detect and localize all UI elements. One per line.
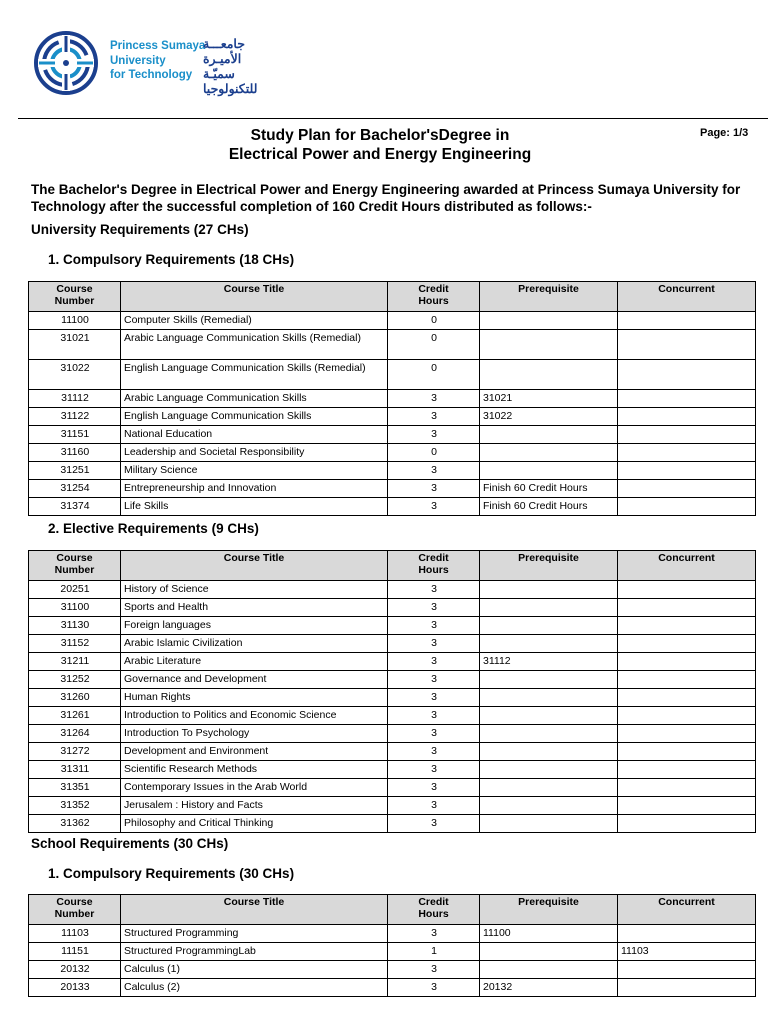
credit-hours-cell: 3 xyxy=(388,689,480,707)
course-title-cell: Structured Programming xyxy=(121,925,388,943)
credit-hours-cell: 3 xyxy=(388,779,480,797)
page-number: Page: 1/3 xyxy=(700,127,749,139)
course-number-cell: 31311 xyxy=(29,761,121,779)
credit-hours-cell: 3 xyxy=(388,743,480,761)
table-row xyxy=(29,943,756,961)
credit-hours-cell: 3 xyxy=(388,599,480,617)
course-title-cell: Military Science xyxy=(121,462,388,480)
credit-hours-cell: 3 xyxy=(388,635,480,653)
col-credit-hours: Credit Hours xyxy=(388,282,480,312)
course-number-cell: 31122 xyxy=(29,408,121,426)
prerequisite-cell xyxy=(480,943,618,961)
course-number-cell: 31100 xyxy=(29,599,121,617)
concurrent-cell xyxy=(618,743,756,761)
concurrent-cell xyxy=(618,312,756,330)
course-title-cell: Introduction To Psychology xyxy=(121,725,388,743)
concurrent-cell xyxy=(618,480,756,498)
course-number-cell: 31264 xyxy=(29,725,121,743)
course-title-cell: Development and Environment xyxy=(121,743,388,761)
table-row xyxy=(29,815,756,833)
course-number-cell: 31160 xyxy=(29,444,121,462)
logo-text-arabic: جامعـــة الأميـرة سميّـة للتكنولوجيا xyxy=(203,37,258,96)
prerequisite-cell: 11100 xyxy=(480,925,618,943)
concurrent-cell xyxy=(618,360,756,390)
col-prerequisite: Prerequisite xyxy=(480,895,618,925)
concurrent-cell xyxy=(618,617,756,635)
table-row xyxy=(29,725,756,743)
credit-hours-cell: 3 xyxy=(388,390,480,408)
table-row xyxy=(29,617,756,635)
concurrent-cell xyxy=(618,761,756,779)
prerequisite-cell xyxy=(480,581,618,599)
prerequisite-cell: 31021 xyxy=(480,390,618,408)
document-title: Study Plan for Bachelor'sDegree in Electrical Power and Energy Engineering xyxy=(228,127,532,163)
course-title-cell: Leadership and Societal Responsibility xyxy=(121,444,388,462)
prerequisite-cell xyxy=(480,725,618,743)
course-title-cell: Computer Skills (Remedial) xyxy=(121,312,388,330)
concurrent-cell xyxy=(618,689,756,707)
table-row xyxy=(29,498,756,516)
prerequisite-cell xyxy=(480,599,618,617)
concurrent-cell xyxy=(618,707,756,725)
credit-hours-cell: 3 xyxy=(388,707,480,725)
table-uni-elective xyxy=(28,550,756,833)
prerequisite-cell: 20132 xyxy=(480,979,618,997)
heading-school-compulsory: 1. Compulsory Requirements (30 CHs) xyxy=(48,866,295,881)
table-row xyxy=(29,925,756,943)
prerequisite-cell xyxy=(480,671,618,689)
col-course-title: Course Title xyxy=(121,895,388,925)
course-title-cell: Arabic Language Communication Skills (Remedial) xyxy=(121,330,388,360)
prerequisite-cell xyxy=(480,961,618,979)
table-row xyxy=(29,462,756,480)
prerequisite-cell xyxy=(480,312,618,330)
course-title-cell: National Education xyxy=(121,426,388,444)
table-row xyxy=(29,480,756,498)
table-row xyxy=(29,979,756,997)
col-concurrent: Concurrent xyxy=(618,895,756,925)
course-title-cell: Contemporary Issues in the Arab World xyxy=(121,779,388,797)
col-course-number: Course Number xyxy=(29,895,121,925)
table-row xyxy=(29,360,756,390)
concurrent-cell xyxy=(618,330,756,360)
logo-text-english: Princess Sumaya University for Technology xyxy=(110,40,206,81)
credit-hours-cell: 3 xyxy=(388,979,480,997)
table-row xyxy=(29,671,756,689)
concurrent-cell xyxy=(618,653,756,671)
credit-hours-cell: 3 xyxy=(388,462,480,480)
course-number-cell: 31261 xyxy=(29,707,121,725)
concurrent-cell xyxy=(618,599,756,617)
course-number-cell: 31260 xyxy=(29,689,121,707)
credit-hours-cell: 3 xyxy=(388,815,480,833)
heading-university-requirements: University Requirements (27 CHs) xyxy=(31,222,249,237)
credit-hours-cell: 3 xyxy=(388,498,480,516)
col-course-number: Course Number xyxy=(29,551,121,581)
prerequisite-cell xyxy=(480,426,618,444)
credit-hours-cell: 3 xyxy=(388,653,480,671)
col-prerequisite: Prerequisite xyxy=(480,551,618,581)
credit-hours-cell: 0 xyxy=(388,312,480,330)
concurrent-cell xyxy=(618,462,756,480)
prerequisite-cell xyxy=(480,743,618,761)
prerequisite-cell: Finish 60 Credit Hours xyxy=(480,480,618,498)
course-title-cell: Entrepreneurship and Innovation xyxy=(121,480,388,498)
table-row xyxy=(29,408,756,426)
table-row xyxy=(29,444,756,462)
course-title-cell: Sports and Health xyxy=(121,599,388,617)
concurrent-cell xyxy=(618,426,756,444)
university-logo xyxy=(33,28,273,98)
concurrent-cell xyxy=(618,390,756,408)
course-number-cell: 11100 xyxy=(29,312,121,330)
credit-hours-cell: 3 xyxy=(388,725,480,743)
table-row xyxy=(29,961,756,979)
prerequisite-cell xyxy=(480,815,618,833)
col-concurrent: Concurrent xyxy=(618,282,756,312)
heading-uni-compulsory: 1. Compulsory Requirements (18 CHs) xyxy=(48,252,295,267)
prerequisite-cell xyxy=(480,617,618,635)
course-number-cell: 31112 xyxy=(29,390,121,408)
table-row xyxy=(29,689,756,707)
table-row xyxy=(29,653,756,671)
heading-school-requirements: School Requirements (30 CHs) xyxy=(31,836,229,851)
credit-hours-cell: 3 xyxy=(388,617,480,635)
concurrent-cell xyxy=(618,635,756,653)
credit-hours-cell: 3 xyxy=(388,581,480,599)
table-row xyxy=(29,581,756,599)
course-number-cell: 31152 xyxy=(29,635,121,653)
credit-hours-cell: 0 xyxy=(388,444,480,462)
course-number-cell: 31352 xyxy=(29,797,121,815)
prerequisite-cell: 31022 xyxy=(480,408,618,426)
prerequisite-cell xyxy=(480,330,618,360)
col-credit-hours: Credit Hours xyxy=(388,551,480,581)
course-number-cell: 31211 xyxy=(29,653,121,671)
course-title-cell: Jerusalem : History and Facts xyxy=(121,797,388,815)
course-number-cell: 31022 xyxy=(29,360,121,390)
table-school-compulsory xyxy=(28,894,756,997)
col-prerequisite: Prerequisite xyxy=(480,282,618,312)
course-number-cell: 31254 xyxy=(29,480,121,498)
table-row xyxy=(29,426,756,444)
credit-hours-cell: 0 xyxy=(388,360,480,390)
concurrent-cell xyxy=(618,961,756,979)
course-title-cell: Arabic Literature xyxy=(121,653,388,671)
course-number-cell: 31362 xyxy=(29,815,121,833)
table-row xyxy=(29,743,756,761)
col-course-number: Course Number xyxy=(29,282,121,312)
concurrent-cell xyxy=(618,671,756,689)
course-title-cell: English Language Communication Skills xyxy=(121,408,388,426)
course-title-cell: History of Science xyxy=(121,581,388,599)
concurrent-cell xyxy=(618,925,756,943)
prerequisite-cell xyxy=(480,761,618,779)
credit-hours-cell: 0 xyxy=(388,330,480,360)
course-title-cell: Arabic Islamic Civilization xyxy=(121,635,388,653)
credit-hours-cell: 3 xyxy=(388,797,480,815)
prerequisite-cell xyxy=(480,779,618,797)
concurrent-cell: 11103 xyxy=(618,943,756,961)
course-number-cell: 20132 xyxy=(29,961,121,979)
course-title-cell: Life Skills xyxy=(121,498,388,516)
prerequisite-cell xyxy=(480,444,618,462)
table-row xyxy=(29,797,756,815)
course-title-cell: Philosophy and Critical Thinking xyxy=(121,815,388,833)
prerequisite-cell: 31112 xyxy=(480,653,618,671)
course-number-cell: 11151 xyxy=(29,943,121,961)
course-title-cell: Structured ProgrammingLab xyxy=(121,943,388,961)
table-row xyxy=(29,761,756,779)
course-title-cell: Human Rights xyxy=(121,689,388,707)
concurrent-cell xyxy=(618,581,756,599)
intro-paragraph: The Bachelor's Degree in Electrical Power and Energy Engineering awarded at Princess Sumaya University for Technology after the successful completion of 160 Credit Hours distributed as follows:- xyxy=(31,182,741,214)
table-row xyxy=(29,330,756,360)
table-row xyxy=(29,312,756,330)
credit-hours-cell: 3 xyxy=(388,671,480,689)
course-title-cell: Calculus (2) xyxy=(121,979,388,997)
prerequisite-cell xyxy=(480,797,618,815)
course-title-cell: English Language Communication Skills (Remedial) xyxy=(121,360,388,390)
col-course-title: Course Title xyxy=(121,551,388,581)
concurrent-cell xyxy=(618,797,756,815)
course-number-cell: 31374 xyxy=(29,498,121,516)
credit-hours-cell: 3 xyxy=(388,426,480,444)
course-number-cell: 31151 xyxy=(29,426,121,444)
course-title-cell: Foreign languages xyxy=(121,617,388,635)
course-title-cell: Governance and Development xyxy=(121,671,388,689)
course-title-cell: Scientific Research Methods xyxy=(121,761,388,779)
credit-hours-cell: 3 xyxy=(388,761,480,779)
course-number-cell: 20251 xyxy=(29,581,121,599)
concurrent-cell xyxy=(618,408,756,426)
table-row xyxy=(29,779,756,797)
prerequisite-cell xyxy=(480,707,618,725)
heading-uni-elective: 2. Elective Requirements (9 CHs) xyxy=(48,521,259,536)
header-divider xyxy=(18,118,768,119)
course-number-cell: 31251 xyxy=(29,462,121,480)
course-number-cell: 20133 xyxy=(29,979,121,997)
table-row xyxy=(29,635,756,653)
psut-emblem-icon xyxy=(33,30,99,96)
table-uni-compulsory xyxy=(28,281,756,516)
table-row xyxy=(29,390,756,408)
prerequisite-cell xyxy=(480,635,618,653)
prerequisite-cell xyxy=(480,689,618,707)
credit-hours-cell: 1 xyxy=(388,943,480,961)
table-row xyxy=(29,707,756,725)
credit-hours-cell: 3 xyxy=(388,961,480,979)
course-title-cell: Arabic Language Communication Skills xyxy=(121,390,388,408)
credit-hours-cell: 3 xyxy=(388,408,480,426)
credit-hours-cell: 3 xyxy=(388,480,480,498)
col-concurrent: Concurrent xyxy=(618,551,756,581)
course-number-cell: 31272 xyxy=(29,743,121,761)
course-number-cell: 31021 xyxy=(29,330,121,360)
course-number-cell: 31351 xyxy=(29,779,121,797)
concurrent-cell xyxy=(618,498,756,516)
concurrent-cell xyxy=(618,779,756,797)
prerequisite-cell xyxy=(480,360,618,390)
course-number-cell: 31130 xyxy=(29,617,121,635)
col-credit-hours: Credit Hours xyxy=(388,895,480,925)
credit-hours-cell: 3 xyxy=(388,925,480,943)
concurrent-cell xyxy=(618,725,756,743)
course-title-cell: Introduction to Politics and Economic Science xyxy=(121,707,388,725)
concurrent-cell xyxy=(618,444,756,462)
prerequisite-cell: Finish 60 Credit Hours xyxy=(480,498,618,516)
course-title-cell: Calculus (1) xyxy=(121,961,388,979)
prerequisite-cell xyxy=(480,462,618,480)
table-row xyxy=(29,599,756,617)
concurrent-cell xyxy=(618,815,756,833)
col-course-title: Course Title xyxy=(121,282,388,312)
course-number-cell: 31252 xyxy=(29,671,121,689)
concurrent-cell xyxy=(618,979,756,997)
course-number-cell: 11103 xyxy=(29,925,121,943)
